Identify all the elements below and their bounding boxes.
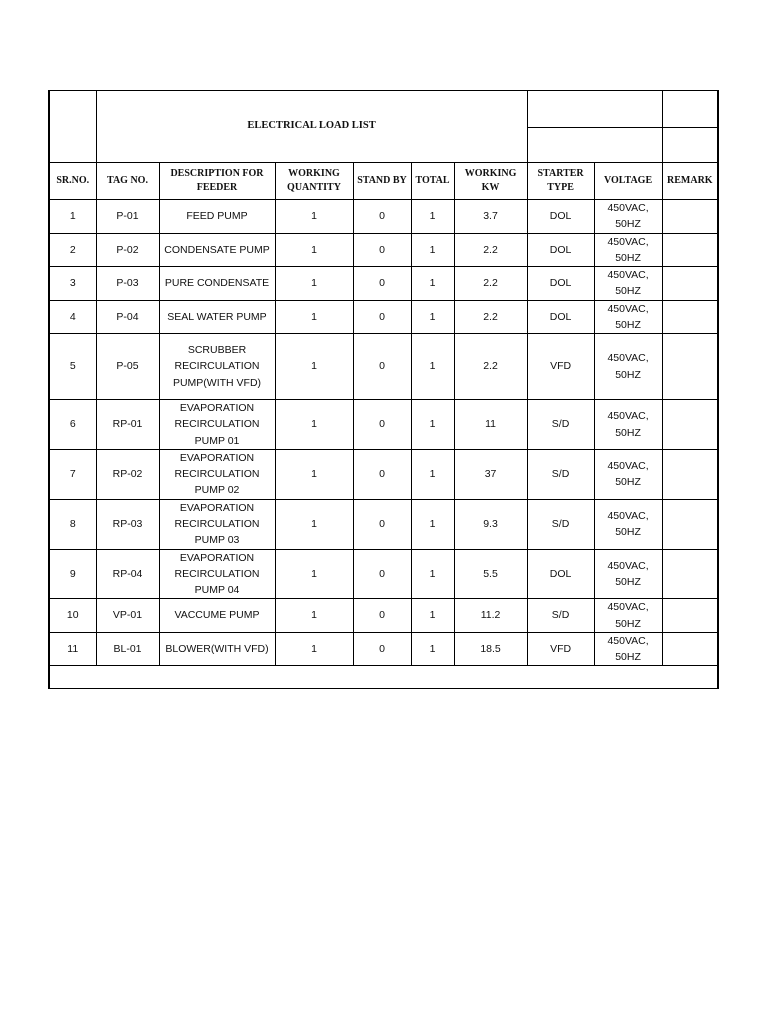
cell-working-quantity: 1 (275, 449, 353, 499)
cell-voltage: 450VAC, 50HZ (594, 267, 662, 301)
title-block-cell (527, 128, 662, 163)
table-row (49, 200, 718, 234)
cell-description-line1: EVAPORATION (179, 402, 255, 415)
cell-tag-no: VP-01 (96, 599, 159, 633)
cell-starter-type: DOL (527, 300, 594, 334)
cell-working-quantity: 1 (275, 233, 353, 267)
table-row (49, 267, 718, 301)
cell-remark (662, 334, 718, 400)
cell-total: 1 (411, 200, 454, 234)
cell-starter-type: S/D (527, 400, 594, 450)
header-working-quantity-line2: QUANTITY (287, 182, 341, 193)
cell-working-quantity: 1 (275, 334, 353, 400)
cell-total: 1 (411, 499, 454, 549)
cell-working-quantity: 1 (275, 632, 353, 666)
cell-starter-type: VFD (527, 632, 594, 666)
cell-description (159, 599, 275, 633)
cell-sr-no: 7 (49, 449, 96, 499)
document-title: ELECTRICAL LOAD LIST (96, 91, 527, 163)
cell-total: 1 (411, 334, 454, 400)
header-remark: REMARK (662, 163, 718, 200)
cell-starter-type: S/D (527, 499, 594, 549)
header-tag-no: TAG NO. (96, 163, 159, 200)
cell-stand-by: 0 (353, 267, 411, 301)
cell-working-kw: 2.2 (454, 233, 527, 267)
cell-sr-no: 9 (49, 549, 96, 599)
cell-description-line2: RECIRCULATION PUMP 03 (174, 517, 260, 547)
header-total: TOTAL (411, 163, 454, 200)
title-block-cell (527, 91, 662, 128)
title-block-cell (662, 91, 718, 128)
cell-starter-type: S/D (527, 449, 594, 499)
cell-stand-by: 0 (353, 300, 411, 334)
cell-working-kw: 2.2 (454, 267, 527, 301)
cell-description-line1: EVAPORATION (179, 451, 255, 464)
table-row (49, 599, 718, 633)
cell-working-kw: 18.5 (454, 632, 527, 666)
cell-stand-by: 0 (353, 499, 411, 549)
cell-stand-by: 0 (353, 200, 411, 234)
cell-working-kw: 11.2 (454, 599, 527, 633)
table-row (49, 300, 718, 334)
cell-sr-no: 1 (49, 200, 96, 234)
header-voltage: VOLTAGE (594, 163, 662, 200)
cell-remark (662, 400, 718, 450)
header-working-kw: WORKING KW (454, 163, 527, 200)
cell-tag-no: P-01 (96, 200, 159, 234)
cell-working-quantity: 1 (275, 549, 353, 599)
cell-remark (662, 449, 718, 499)
cell-description-line1: VACCUME PUMP (174, 609, 260, 622)
cell-total: 1 (411, 599, 454, 633)
cell-working-quantity: 1 (275, 499, 353, 549)
cell-working-quantity: 1 (275, 300, 353, 334)
cell-voltage: 450VAC, 50HZ (594, 549, 662, 599)
cell-description (159, 499, 275, 549)
header-description: DESCRIPTION FOR FEEDER (159, 163, 275, 200)
cell-starter-type: VFD (527, 334, 594, 400)
cell-description (159, 400, 275, 450)
cell-description (159, 267, 275, 301)
cell-voltage: 450VAC, 50HZ (594, 499, 662, 549)
cell-working-quantity: 1 (275, 599, 353, 633)
cell-description-line1: EVAPORATION (179, 551, 255, 564)
cell-voltage: 450VAC, 50HZ (594, 334, 662, 400)
cell-voltage: 450VAC, 50HZ (594, 400, 662, 450)
cell-tag-no: RP-03 (96, 499, 159, 549)
cell-sr-no: 3 (49, 267, 96, 301)
cell-voltage: 450VAC, 50HZ (594, 300, 662, 334)
table-row (49, 549, 718, 599)
header-row (49, 163, 718, 200)
blank-corner-cell (49, 91, 96, 163)
cell-sr-no: 5 (49, 334, 96, 400)
cell-description-line1: CONDENSATE PUMP (164, 243, 270, 256)
cell-description (159, 233, 275, 267)
cell-description (159, 334, 275, 400)
cell-description (159, 449, 275, 499)
table-row (49, 499, 718, 549)
cell-tag-no: RP-01 (96, 400, 159, 450)
cell-description (159, 549, 275, 599)
cell-description-line2: RECIRCULATION PUMP 02 (174, 468, 260, 497)
table-row (49, 233, 718, 267)
cell-description (159, 200, 275, 234)
cell-description-line1: PURE CONDENSATE (164, 277, 270, 290)
cell-voltage: 450VAC, 50HZ (594, 599, 662, 633)
cell-sr-no: 8 (49, 499, 96, 549)
cell-description-line2: PUMP(WITH VFD) (172, 376, 262, 389)
cell-sr-no: 10 (49, 599, 96, 633)
cell-total: 1 (411, 549, 454, 599)
cell-tag-no: P-02 (96, 233, 159, 267)
cell-tag-no: RP-02 (96, 449, 159, 499)
cell-stand-by: 0 (353, 632, 411, 666)
cell-total: 1 (411, 233, 454, 267)
cell-working-kw: 9.3 (454, 499, 527, 549)
header-starter-type: STARTER TYPE (527, 163, 594, 200)
cell-voltage: 450VAC, 50HZ (594, 449, 662, 499)
cell-tag-no: P-04 (96, 300, 159, 334)
cell-sr-no: 4 (49, 300, 96, 334)
cell-sr-no: 11 (49, 632, 96, 666)
cell-working-kw: 2.2 (454, 334, 527, 400)
cell-total: 1 (411, 300, 454, 334)
cell-description-line1: FEED PUMP (186, 210, 248, 223)
cell-description (159, 300, 275, 334)
cell-working-kw: 5.5 (454, 549, 527, 599)
cell-sr-no: 6 (49, 400, 96, 450)
cell-stand-by: 0 (353, 233, 411, 267)
cell-sr-no: 2 (49, 233, 96, 267)
title-block-cell (662, 128, 718, 163)
cell-total: 1 (411, 400, 454, 450)
cell-working-kw: 2.2 (454, 300, 527, 334)
cell-tag-no: P-03 (96, 267, 159, 301)
cell-working-kw: 11 (454, 400, 527, 450)
cell-stand-by: 0 (353, 549, 411, 599)
cell-voltage: 450VAC, 50HZ (594, 632, 662, 666)
cell-stand-by: 0 (353, 400, 411, 450)
cell-voltage: 450VAC, 50HZ (594, 200, 662, 234)
cell-total: 1 (411, 632, 454, 666)
cell-remark (662, 499, 718, 549)
cell-starter-type: S/D (527, 599, 594, 633)
header-working-quantity-line1: WORKING (288, 167, 340, 179)
cell-working-quantity: 1 (275, 200, 353, 234)
cell-description-line1: EVAPORATION (179, 501, 255, 514)
cell-tag-no: BL-01 (96, 632, 159, 666)
cell-starter-type: DOL (527, 267, 594, 301)
cell-starter-type: DOL (527, 233, 594, 267)
cell-working-kw: 3.7 (454, 200, 527, 234)
cell-description-line2: RECIRCULATION PUMP 04 (174, 567, 260, 597)
header-working-quantity (275, 163, 353, 200)
cell-voltage: 450VAC, 50HZ (594, 233, 662, 267)
cell-working-quantity: 1 (275, 400, 353, 450)
cell-description-line1: SEAL WATER PUMP (167, 310, 267, 323)
table-row (49, 334, 718, 400)
cell-total: 1 (411, 449, 454, 499)
table-row (49, 449, 718, 499)
cell-description-line1: SCRUBBER RECIRCULATION (174, 344, 260, 373)
cell-working-kw: 37 (454, 449, 527, 499)
cell-working-quantity: 1 (275, 267, 353, 301)
cell-description (159, 632, 275, 666)
cell-total: 1 (411, 267, 454, 301)
cell-remark (662, 599, 718, 633)
footer-row (49, 666, 718, 689)
cell-remark (662, 267, 718, 301)
header-stand-by: STAND BY (353, 163, 411, 200)
table-row (49, 632, 718, 666)
cell-starter-type: DOL (527, 200, 594, 234)
cell-stand-by: 0 (353, 599, 411, 633)
cell-tag-no: RP-04 (96, 549, 159, 599)
cell-starter-type: DOL (527, 549, 594, 599)
cell-remark (662, 549, 718, 599)
header-sr-no: SR.NO. (49, 163, 96, 200)
cell-stand-by: 0 (353, 334, 411, 400)
cell-description-line1: BLOWER(WITH VFD) (165, 642, 269, 655)
cell-stand-by: 0 (353, 449, 411, 499)
electrical-load-table (48, 90, 719, 689)
cell-tag-no: P-05 (96, 334, 159, 400)
table-row (49, 400, 718, 450)
cell-remark (662, 632, 718, 666)
cell-remark (662, 233, 718, 267)
cell-remark (662, 200, 718, 234)
footer-blank-cell (49, 666, 718, 689)
cell-description-line2: RECIRCULATION PUMP 01 (174, 418, 260, 447)
cell-remark (662, 300, 718, 334)
